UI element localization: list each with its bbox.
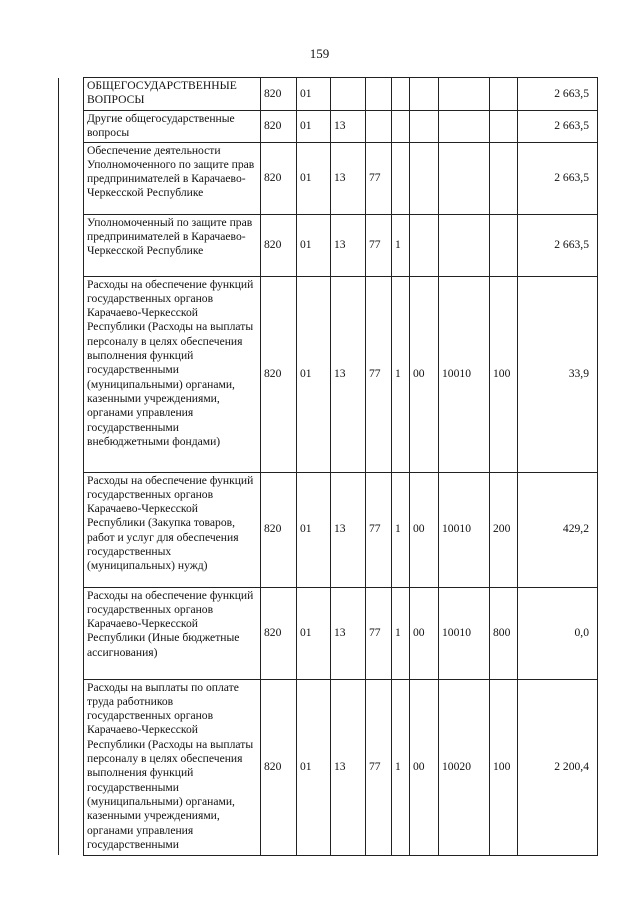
row-amount: 2 663,5 bbox=[518, 214, 598, 276]
table-row bbox=[59, 111, 598, 143]
program-code bbox=[366, 78, 392, 111]
row-amount: 2 663,5 bbox=[518, 111, 598, 143]
direction-code: 00 bbox=[410, 276, 439, 472]
subprogram-code: 1 bbox=[392, 472, 410, 587]
target-code: 10010 bbox=[439, 276, 490, 472]
section-code: 01 bbox=[297, 142, 331, 214]
row-name: Другие общегосударственные вопросы bbox=[84, 111, 261, 143]
expense-type-code: 200 bbox=[490, 472, 518, 587]
row-amount: 2 200,4 bbox=[518, 679, 598, 855]
ministry-code: 820 bbox=[261, 679, 297, 855]
row-margin-cell bbox=[59, 78, 84, 111]
subprogram-code: 1 bbox=[392, 276, 410, 472]
direction-code bbox=[410, 142, 439, 214]
section-code: 01 bbox=[297, 78, 331, 111]
subprogram-code bbox=[392, 111, 410, 143]
row-amount: 2 663,5 bbox=[518, 78, 598, 111]
target-code: 10010 bbox=[439, 587, 490, 679]
table-row bbox=[59, 587, 598, 679]
row-margin-cell bbox=[59, 142, 84, 214]
row-margin-cell bbox=[59, 214, 84, 276]
section-code: 01 bbox=[297, 472, 331, 587]
table-row bbox=[59, 276, 598, 472]
target-code: 10020 bbox=[439, 679, 490, 855]
direction-code: 00 bbox=[410, 679, 439, 855]
program-code: 77 bbox=[366, 276, 392, 472]
row-amount: 33,9 bbox=[518, 276, 598, 472]
expense-type-code bbox=[490, 142, 518, 214]
row-name: Уполномоченный по защите прав предпринимателей в Карачаево-Черкесской Республике bbox=[84, 214, 261, 276]
section-code: 01 bbox=[297, 276, 331, 472]
subprogram-code: 1 bbox=[392, 679, 410, 855]
expense-type-code: 100 bbox=[490, 276, 518, 472]
direction-code: 00 bbox=[410, 472, 439, 587]
target-code bbox=[439, 142, 490, 214]
subprogram-code: 1 bbox=[392, 587, 410, 679]
page-number: 159 bbox=[309, 46, 330, 61]
expense-type-code bbox=[490, 111, 518, 143]
row-name: Расходы на обеспечение функций государственных органов Карачаево-Черкесской Республики (Закупка товаров, работ и услуг для обеспечения государственных (муниципальных) нужд) bbox=[84, 472, 261, 587]
row-name: Расходы на обеспечение функций государственных органов Карачаево-Черкесской Республики (Иные бюджетные ассигнования) bbox=[84, 587, 261, 679]
subprogram-code bbox=[392, 78, 410, 111]
program-code bbox=[366, 111, 392, 143]
table-row bbox=[59, 472, 598, 587]
ministry-code: 820 bbox=[261, 587, 297, 679]
row-name: Обеспечение деятельности Уполномоченного по защите прав предпринимателей в Карачаево-Черкесской Республике bbox=[84, 142, 261, 214]
subsection-code: 13 bbox=[331, 587, 366, 679]
section-code: 01 bbox=[297, 679, 331, 855]
target-code bbox=[439, 78, 490, 111]
direction-code bbox=[410, 214, 439, 276]
subsection-code bbox=[331, 78, 366, 111]
row-margin-cell bbox=[59, 587, 84, 679]
subsection-code: 13 bbox=[331, 214, 366, 276]
row-margin-cell bbox=[59, 472, 84, 587]
table-row bbox=[59, 78, 598, 111]
direction-code bbox=[410, 111, 439, 143]
ministry-code: 820 bbox=[261, 142, 297, 214]
direction-code bbox=[410, 78, 439, 111]
expense-type-code: 800 bbox=[490, 587, 518, 679]
row-margin-cell bbox=[59, 679, 84, 855]
ministry-code: 820 bbox=[261, 472, 297, 587]
ministry-code: 820 bbox=[261, 276, 297, 472]
ministry-code: 820 bbox=[261, 78, 297, 111]
section-code: 01 bbox=[297, 214, 331, 276]
row-amount: 429,2 bbox=[518, 472, 598, 587]
table-row bbox=[59, 214, 598, 276]
expense-type-code: 100 bbox=[490, 679, 518, 855]
program-code: 77 bbox=[366, 472, 392, 587]
budget-table bbox=[58, 77, 598, 856]
row-name: ОБЩЕГОСУДАРСТВЕННЫЕ ВОПРОСЫ bbox=[84, 78, 261, 111]
row-amount: 2 663,5 bbox=[518, 142, 598, 214]
subsection-code: 13 bbox=[331, 679, 366, 855]
program-code: 77 bbox=[366, 214, 392, 276]
program-code: 77 bbox=[366, 679, 392, 855]
ministry-code: 820 bbox=[261, 111, 297, 143]
row-name: Расходы на выплаты по оплате труда работников государственных органов Карачаево-Черкесской Республики (Расходы на выплаты персоналу в целях обеспечения выполнения функций государственными (муниципальными) органами, казенными учреждениями, органами управления государственными bbox=[84, 679, 261, 855]
direction-code: 00 bbox=[410, 587, 439, 679]
subsection-code: 13 bbox=[331, 472, 366, 587]
expense-type-code bbox=[490, 78, 518, 111]
target-code bbox=[439, 214, 490, 276]
subsection-code: 13 bbox=[331, 276, 366, 472]
ministry-code: 820 bbox=[261, 214, 297, 276]
subsection-code: 13 bbox=[331, 111, 366, 143]
target-code bbox=[439, 111, 490, 143]
subprogram-code bbox=[392, 142, 410, 214]
table-row bbox=[59, 679, 598, 855]
row-name: Расходы на обеспечение функций государственных органов Карачаево-Черкесской Республики (Расходы на выплаты персоналу в целях обеспечения выполнения функций государственными (муниципальными) органами, казенными учреждениями, органами управления государственными внебюджетными фондами) bbox=[84, 276, 261, 472]
program-code: 77 bbox=[366, 587, 392, 679]
subprogram-code: 1 bbox=[392, 214, 410, 276]
target-code: 10010 bbox=[439, 472, 490, 587]
expense-type-code bbox=[490, 214, 518, 276]
row-margin-cell bbox=[59, 276, 84, 472]
row-margin-cell bbox=[59, 111, 84, 143]
table-row bbox=[59, 142, 598, 214]
program-code: 77 bbox=[366, 142, 392, 214]
row-amount: 0,0 bbox=[518, 587, 598, 679]
subsection-code: 13 bbox=[331, 142, 366, 214]
section-code: 01 bbox=[297, 111, 331, 143]
section-code: 01 bbox=[297, 587, 331, 679]
